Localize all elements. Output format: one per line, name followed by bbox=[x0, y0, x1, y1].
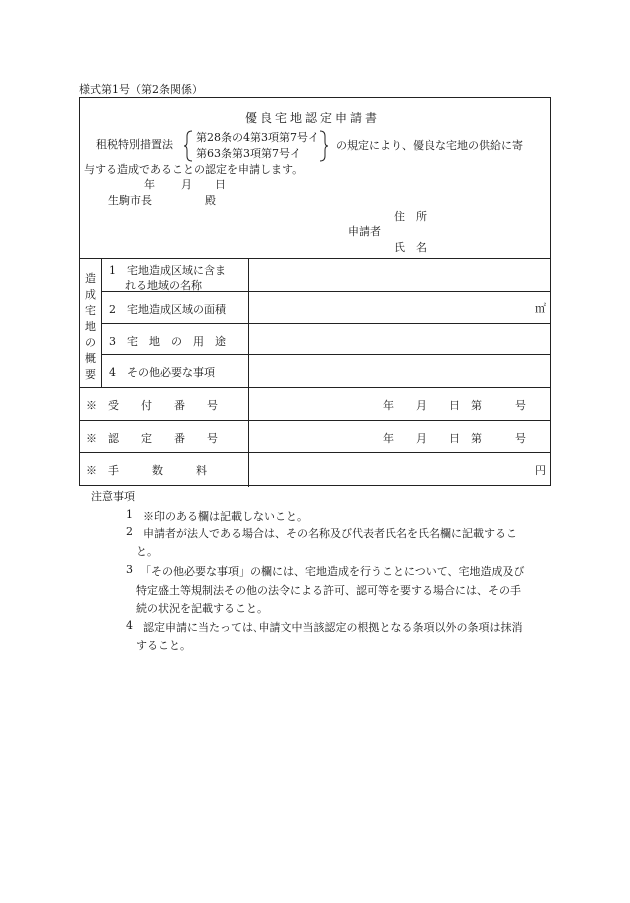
divider bbox=[80, 387, 550, 388]
note-3-text-line2: 特定盛土等規制法その他の法令による許可、認可等を要する場合には、その手 bbox=[136, 584, 521, 597]
left-brace-icon bbox=[184, 130, 194, 162]
divider bbox=[101, 354, 550, 355]
note-4-text-line2: すること。 bbox=[136, 639, 191, 652]
note-2-number: 2 bbox=[126, 525, 133, 538]
note-4-text-line1: 認定申請に当たっては､申請文中当該認定の根拠となる条項以外の条項は抹消 bbox=[143, 621, 523, 634]
application-text-line2: 与する造成であることの認定を申請します。 bbox=[84, 163, 304, 176]
side-label-char: 造 bbox=[85, 272, 96, 285]
side-label-char: 宅 bbox=[85, 304, 96, 317]
article-1: 第28条の4第3項第7号イ bbox=[196, 131, 319, 144]
note-2-text-line2: と。 bbox=[136, 545, 158, 558]
note-3-number: 3 bbox=[126, 563, 133, 576]
row4-label: 4 その他必要な事項 bbox=[109, 366, 215, 379]
note-1-number: 1 bbox=[126, 508, 133, 521]
note-3-text-line3: 続の状況を記載すること。 bbox=[136, 602, 268, 615]
reception-number-label: ※ 受 付 番 号 bbox=[86, 399, 218, 412]
address-label: 住 所 bbox=[394, 210, 427, 223]
form-number: 様式第1号（第2条関係） bbox=[79, 83, 203, 96]
note-3-text-line1: 「その他必要な事項」の欄には、宅地造成を行うことについて、宅地造成及び bbox=[140, 565, 525, 578]
divider bbox=[248, 258, 249, 487]
article-2: 第63条第3項第7号イ bbox=[196, 147, 301, 160]
row3-label: 3 宅 地 の 用 途 bbox=[109, 335, 226, 348]
fee-unit: 円 bbox=[535, 464, 546, 477]
divider bbox=[101, 323, 550, 324]
side-label-char: 概 bbox=[85, 352, 96, 365]
note-4-number: 4 bbox=[126, 619, 133, 632]
divider bbox=[80, 258, 550, 259]
notes-heading: 注意事項 bbox=[91, 490, 135, 503]
date-year: 年 bbox=[144, 178, 155, 191]
right-brace-icon bbox=[318, 130, 328, 162]
honorific: 殿 bbox=[205, 194, 216, 207]
addressee: 生駒市長 bbox=[108, 194, 152, 207]
applicant-label: 申請者 bbox=[348, 225, 381, 238]
divider bbox=[101, 258, 102, 387]
application-text-line1: の規定により、優良な宅地の供給に寄 bbox=[336, 139, 523, 152]
name-label: 氏 名 bbox=[394, 241, 427, 254]
form-title: 優良宅地認定申請書 bbox=[245, 111, 381, 125]
side-label-outline bbox=[80, 258, 101, 387]
row2-label: 2 宅地造成区域の面積 bbox=[109, 303, 226, 316]
row1-label-line1: 1 宅地造成区域に含ま bbox=[109, 264, 226, 277]
certification-number-label: ※ 認 定 番 号 bbox=[86, 432, 218, 445]
note-1-text: ※印のある欄は記載しないこと。 bbox=[143, 510, 308, 523]
divider bbox=[80, 420, 550, 421]
divider bbox=[80, 452, 550, 453]
fee-label: ※ 手 数 料 bbox=[86, 464, 207, 477]
date-day: 日 bbox=[215, 178, 226, 191]
date-month: 月 bbox=[181, 178, 192, 191]
certification-date-number: 年 月 日 第 号 bbox=[383, 432, 526, 445]
application-form-table bbox=[79, 97, 551, 486]
area-unit: ㎡ bbox=[535, 302, 546, 315]
side-label-char: の bbox=[85, 336, 96, 349]
law-name: 租税特別措置法 bbox=[96, 138, 173, 151]
row1-label-line2: れる地域の名称 bbox=[125, 279, 202, 292]
side-label-char: 地 bbox=[85, 320, 96, 333]
side-label-char: 要 bbox=[85, 368, 96, 381]
reception-date-number: 年 月 日 第 号 bbox=[383, 399, 526, 412]
side-label-char: 成 bbox=[85, 288, 96, 301]
note-2-text-line1: 申請者が法人である場合は、その名称及び代表者氏名を氏名欄に記載するこ bbox=[143, 527, 517, 540]
